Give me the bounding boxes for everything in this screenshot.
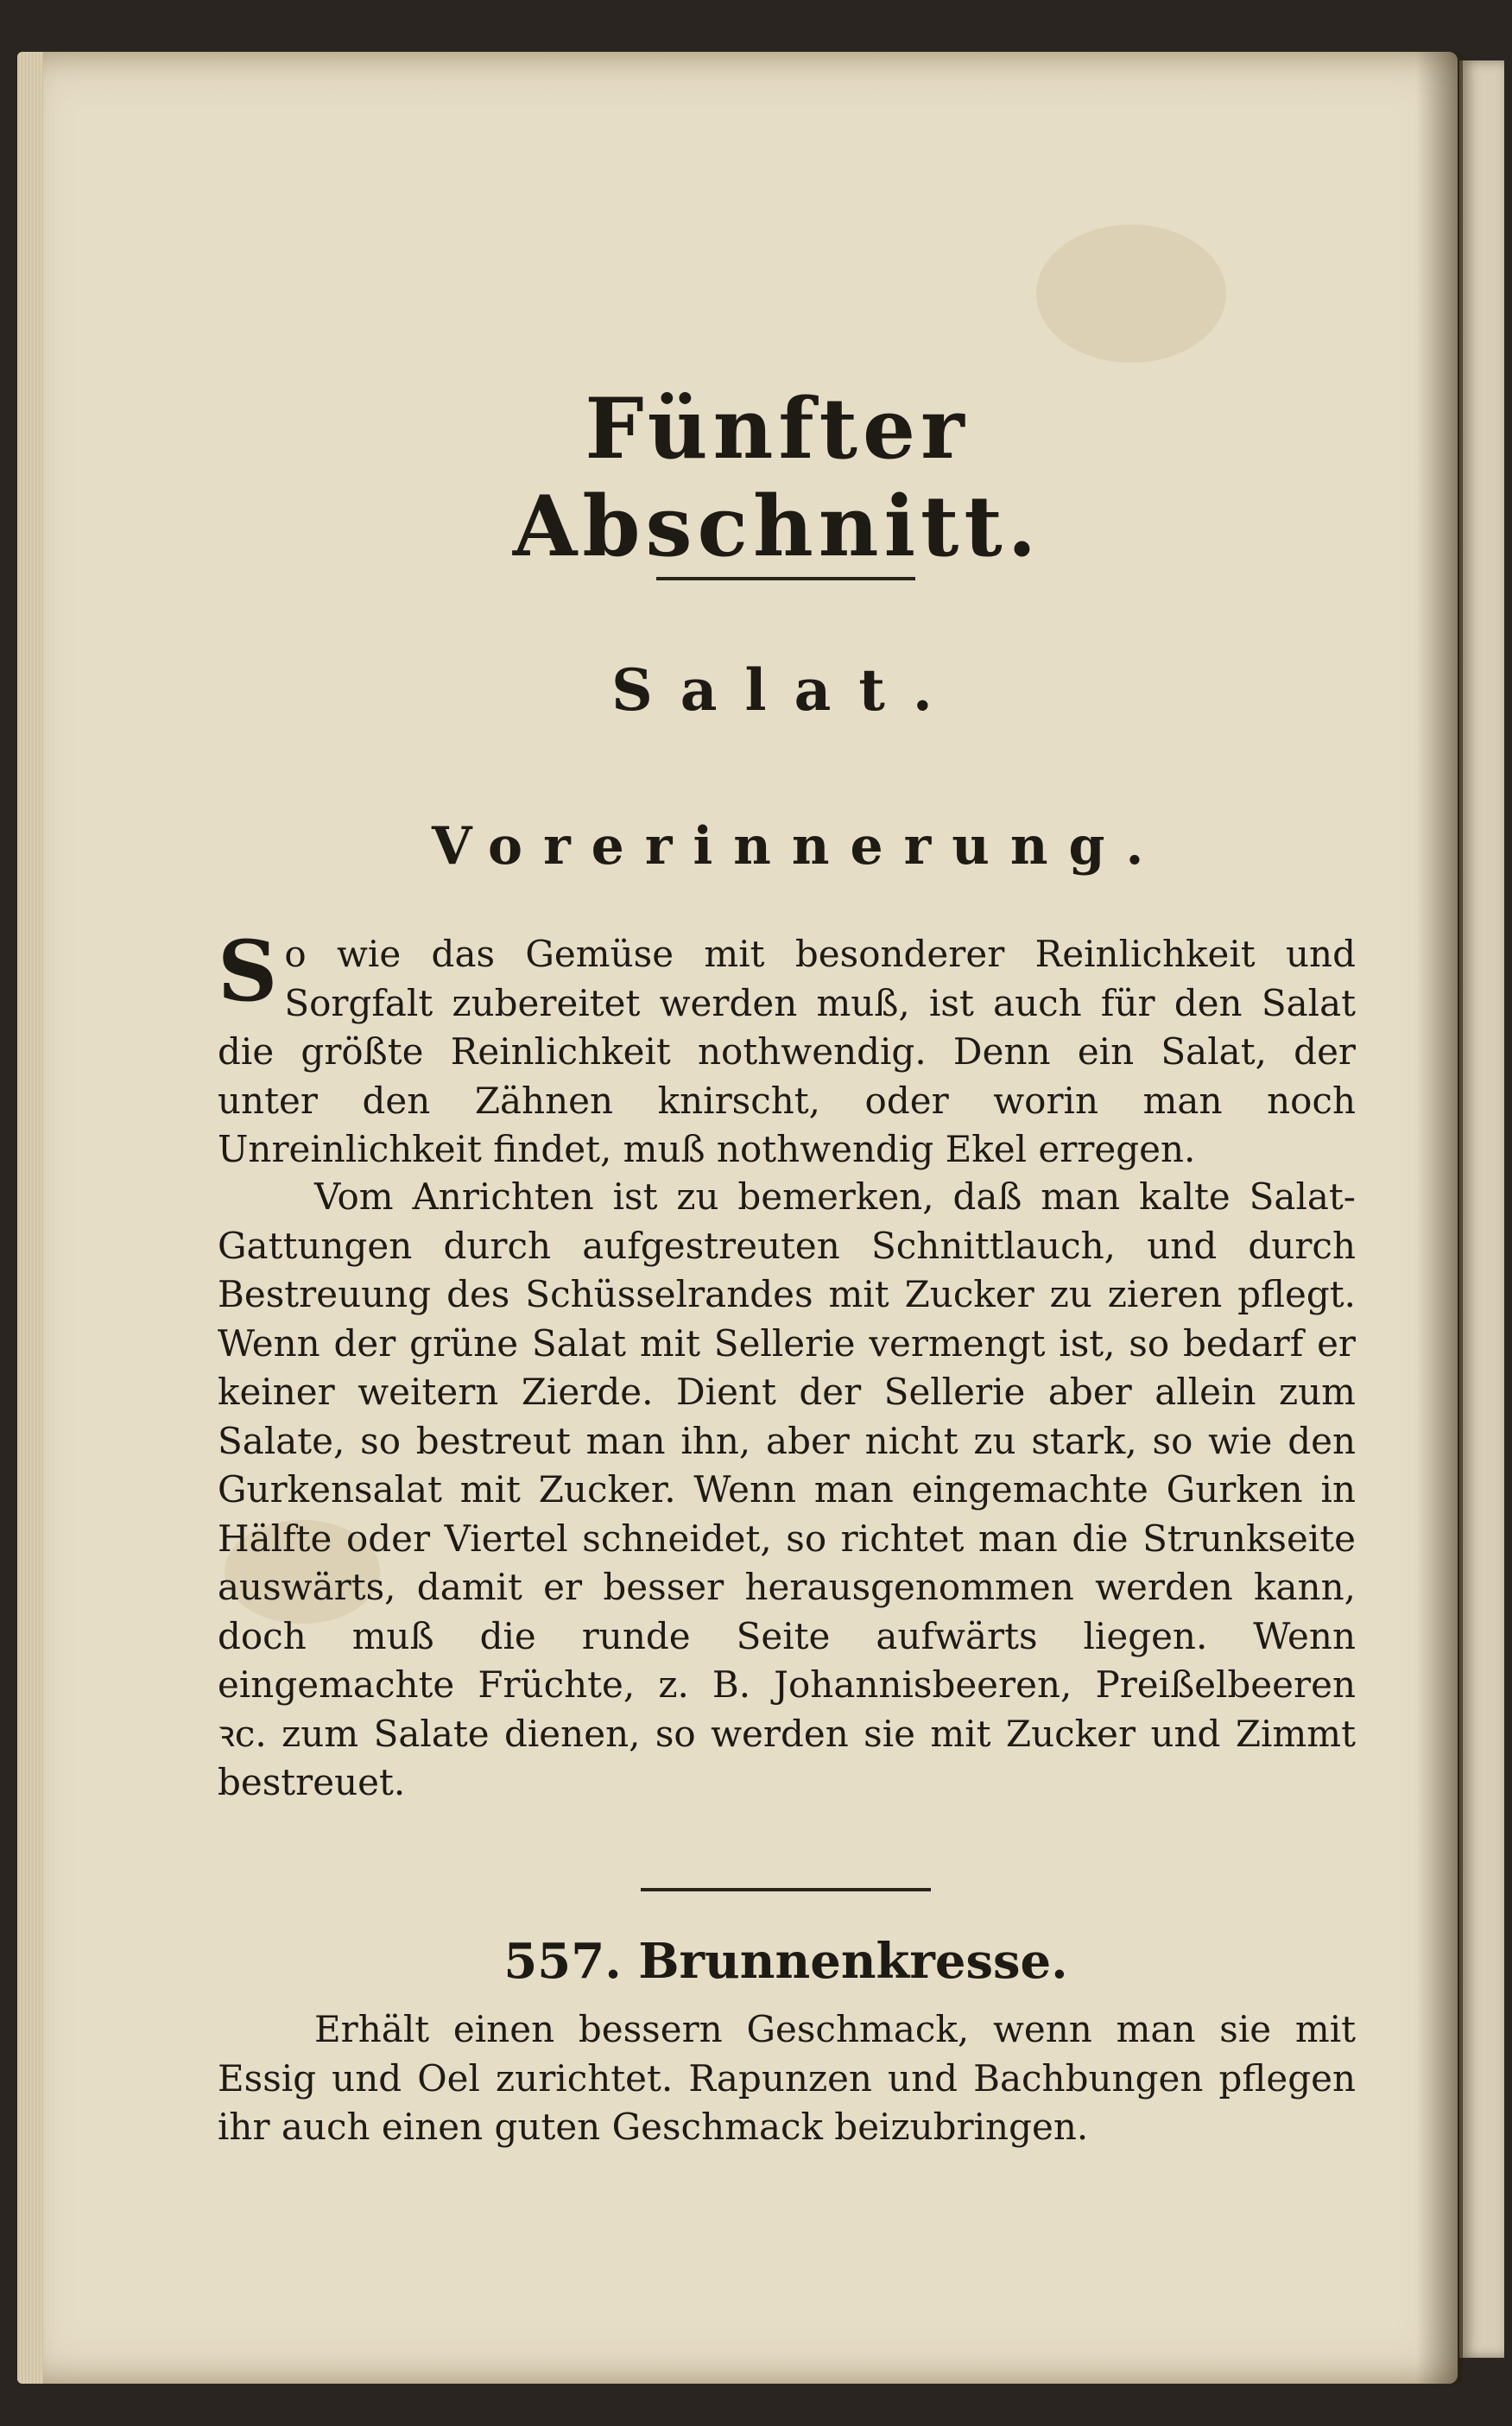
paragraph: So wie das Gemüse mit besonderer Reinlichkeit und Sorgfalt zubereitet werden muß, ist auch für den Salat die größte Reinlichkeit nothwendig. Denn ein Salat, der unter den Zähnen knirscht, oder worin man noch Unreinlichkeit findet, muß nothwendig Ekel erregen. bbox=[218, 922, 1356, 1170]
recipe-heading: 557. Brunnenkresse. bbox=[503, 1933, 1068, 1990]
chapter-title: Fünfter Abschnitt. bbox=[512, 380, 1042, 575]
section-title: Salat. bbox=[611, 656, 960, 724]
subsection-title: Vorerinnerung. bbox=[432, 816, 1165, 877]
divider bbox=[656, 577, 915, 580]
paper-stain bbox=[1036, 225, 1226, 363]
recipe-text: Erhält einen bessern Geschmack, wenn man sie mit Essig und Oel zurichtet. Rapunzen und Bachbungen pflegen ihr auch einen guten Geschmack beizubringen. bbox=[218, 2008, 1356, 2148]
spine-shadow bbox=[1416, 52, 1463, 2384]
paragraph: Vom Anrichten ist zu bemerken, daß man kalte Salat-Gattungen durch aufgestreuten Schnittlauch, und durch Bestreuung des Schüsselrandes mit Zucker zu zieren pflegt. Wenn der grüne Salat mit Sellerie vermengt ist, so bedarf er keiner weitern Zierde. Dient der Sellerie aber allein zum Salate, so bestreut man ihn, aber nicht zu stark, so wie den Gurkensalat mit Zucker. Wenn man eingemachte Gurken in Hälfte oder Viertel schneidet, so richtet man die Strunkseite auswärts, damit er besser herausgenommen werden kann, doch muß die runde Seite aufwärts liegen. Wenn eingemachte Früchte, z. B. Johannisbeeren, Preißelbeeren ꝛc. zum Salate dienen, so werden sie mit Zucker und Zimmt bestreuet. bbox=[218, 1175, 1356, 1803]
next-page-edge bbox=[1459, 60, 1504, 2358]
divider bbox=[641, 1888, 931, 1891]
page-edge bbox=[17, 52, 43, 2384]
